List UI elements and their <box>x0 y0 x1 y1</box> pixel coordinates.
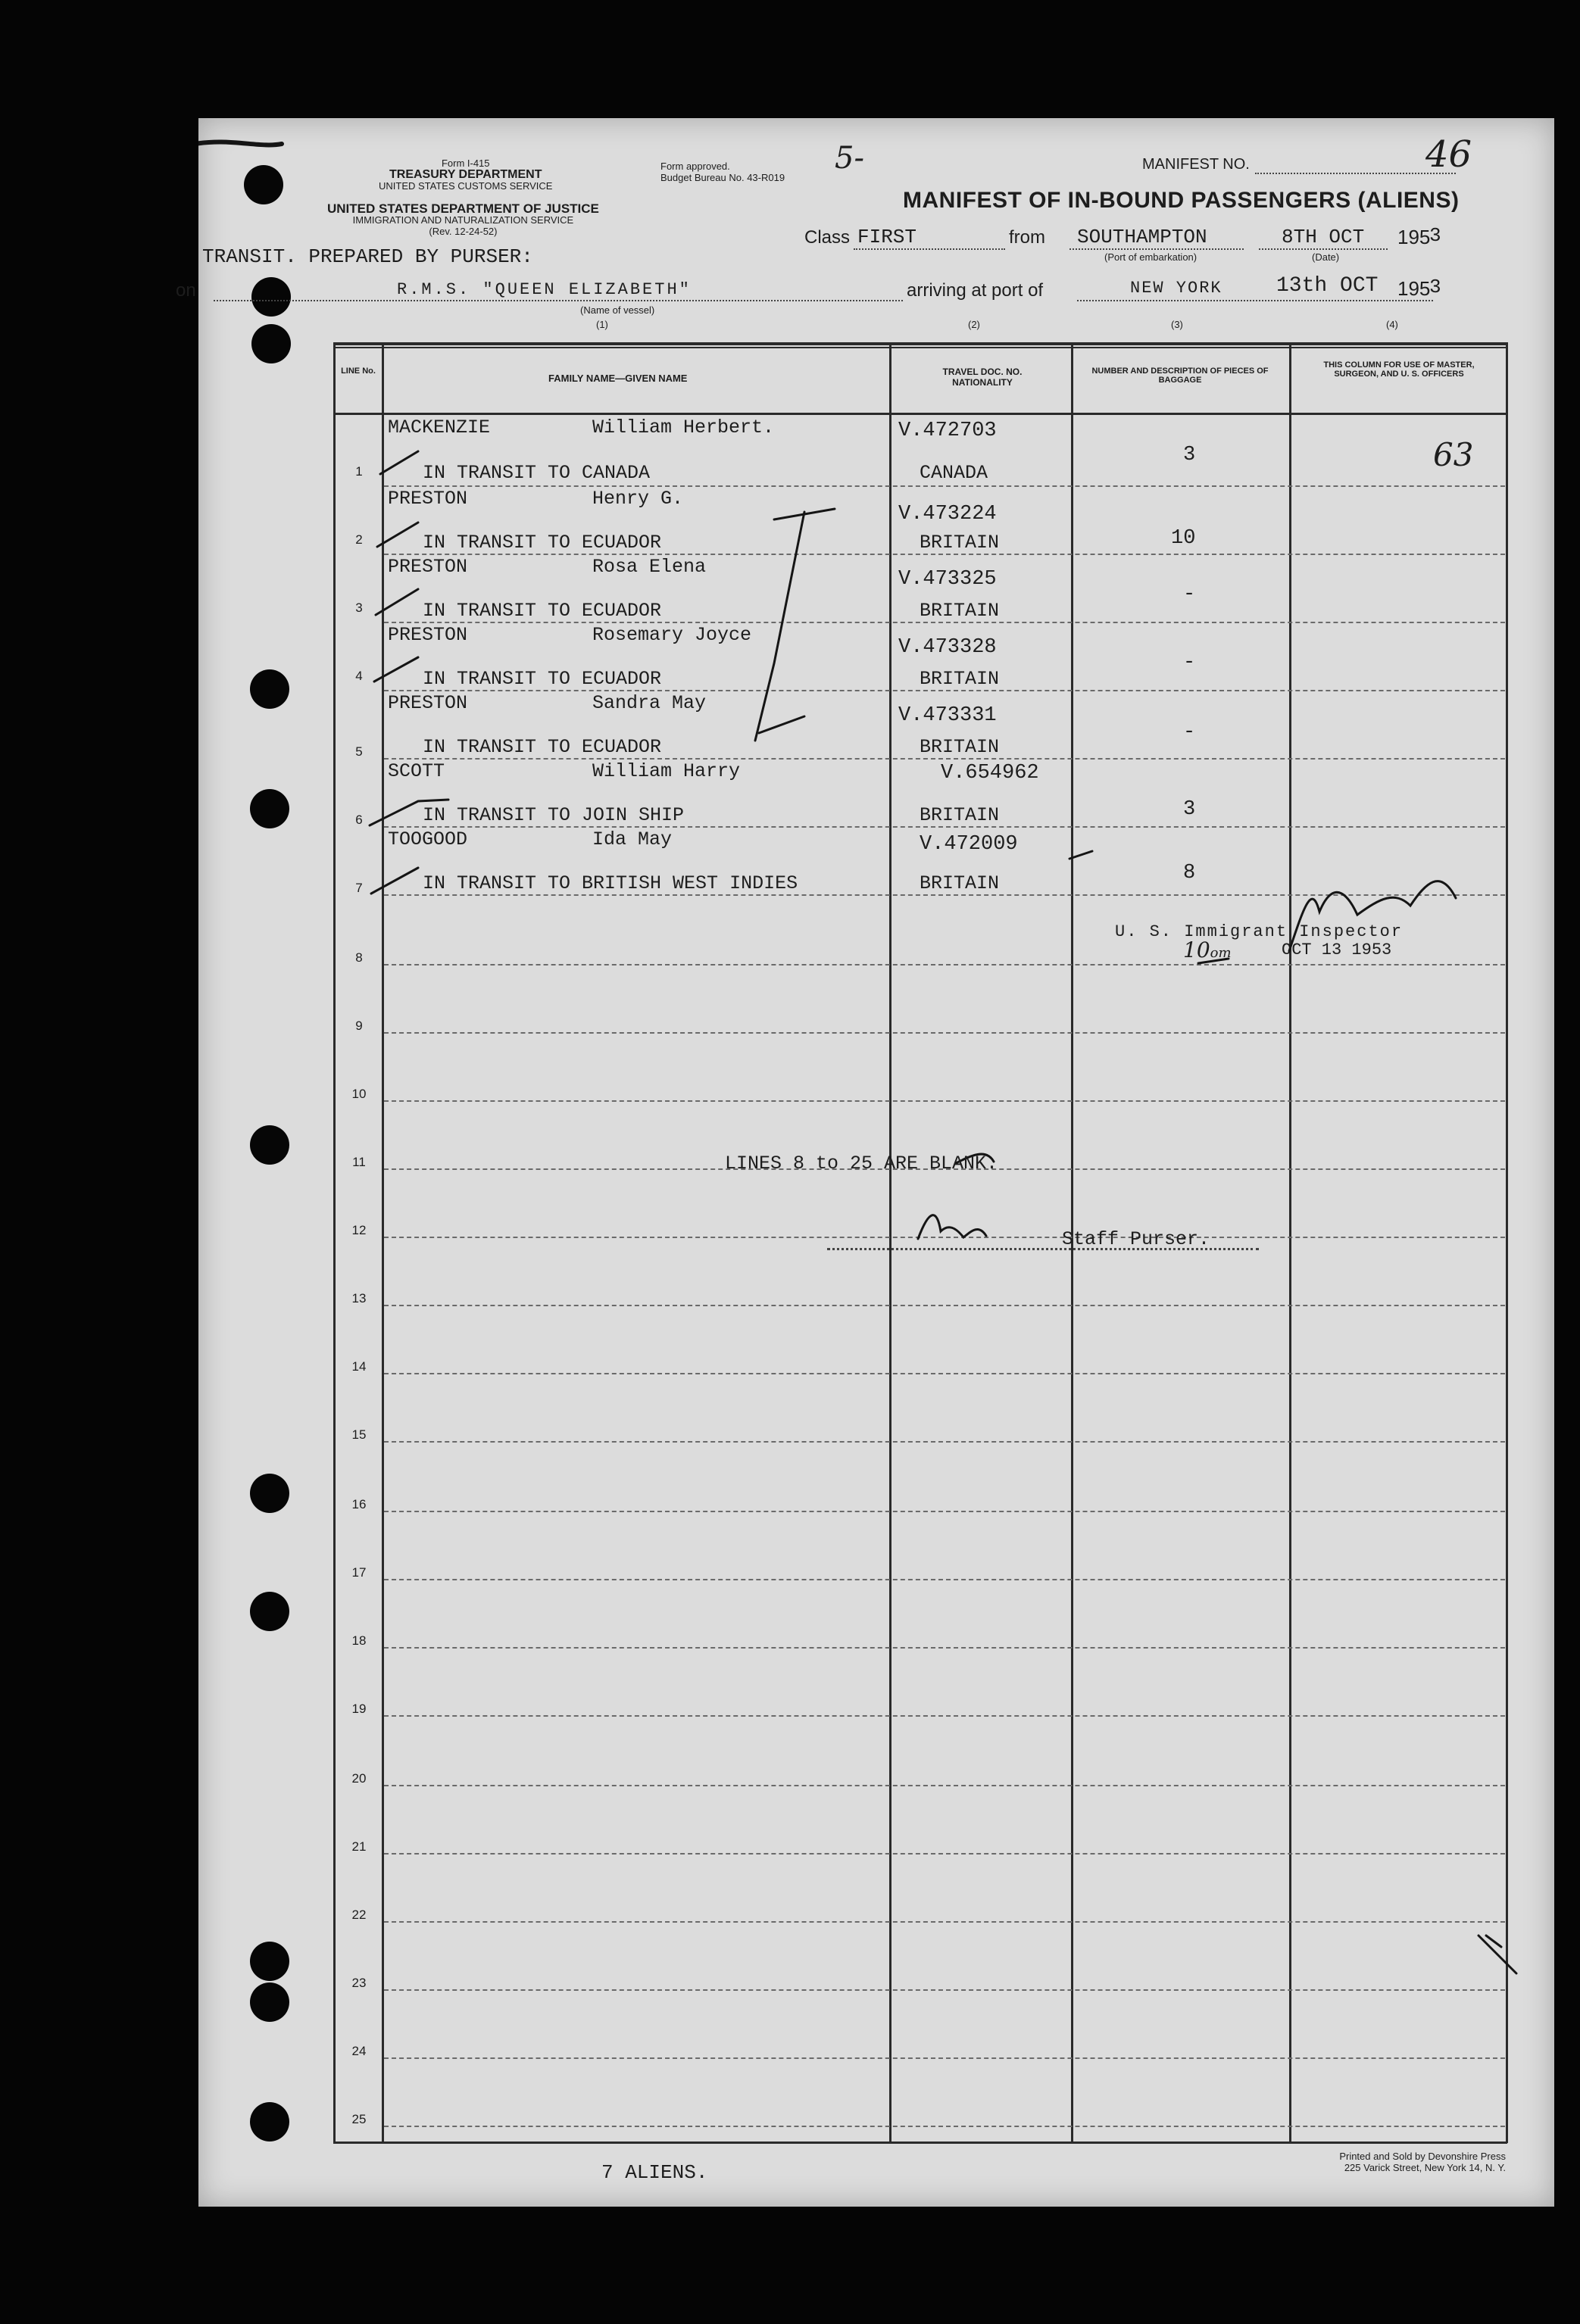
col-number-1: (1) <box>596 319 608 330</box>
customs-label: UNITED STATES CUSTOMS SERVICE <box>379 180 553 192</box>
year-prefix: 195 <box>1397 226 1431 248</box>
arrival-year-prefix: 195 <box>1397 277 1431 300</box>
revision-label: (Rev. 12-24-52) <box>429 226 498 237</box>
col-header-officers: THIS COLUMN FOR USE OF MASTER, SURGEON, AND U. S. OFFICERS <box>1323 360 1475 379</box>
manifest-no-value: 46 <box>1425 133 1472 176</box>
line-number: 11 <box>352 1155 366 1169</box>
baggage-count: 3 <box>1183 444 1196 466</box>
departure-date: 8TH OCT <box>1282 226 1365 248</box>
given-name: Henry G. <box>592 488 684 510</box>
approval-line: Form approved. <box>660 161 730 172</box>
blank-lines-note: LINES 8 to 25 ARE BLANK. <box>725 1153 998 1174</box>
given-name: Rosemary Joyce <box>592 624 752 646</box>
transit-destination: IN TRANSIT TO ECUADOR <box>423 736 662 758</box>
family-name: PRESTON <box>388 624 468 646</box>
class-value: FIRST <box>857 226 917 248</box>
col-header-name: FAMILY NAME—GIVEN NAME <box>548 373 688 384</box>
travel-doc: V.472703 <box>898 420 997 442</box>
family-name: SCOTT <box>388 760 445 782</box>
col-number-2: (2) <box>968 319 980 330</box>
printer-info <box>1248 2151 1506 2173</box>
from-label: from <box>1009 227 1045 248</box>
family-name: MACKENZIE <box>388 416 491 438</box>
given-name: William Herbert. <box>592 416 775 438</box>
line-number: 14 <box>351 1359 367 1374</box>
baggage-count: 10 <box>1171 527 1196 550</box>
line-number: 22 <box>351 1908 367 1922</box>
port-caption: (Port of embarkation) <box>1104 251 1197 263</box>
col-number-3: (3) <box>1171 319 1183 330</box>
line-number: 12 <box>351 1223 367 1237</box>
arriving-label: arriving at port of <box>907 280 1044 301</box>
line-number: 2 <box>355 532 363 547</box>
nationality: BRITAIN <box>920 532 1000 554</box>
travel-doc: V.472009 <box>920 833 1018 856</box>
on-label: on <box>176 280 196 301</box>
line-number: 18 <box>351 1633 367 1648</box>
line-number: 21 <box>351 1839 367 1854</box>
line-number: 19 <box>351 1702 367 1716</box>
line-number: 4 <box>355 669 363 683</box>
line-number: 16 <box>351 1497 367 1511</box>
travel-doc: V.473224 <box>898 503 997 526</box>
line-number: 17 <box>351 1565 367 1580</box>
col-header-doc: TRAVEL DOC. NO. NATIONALITY <box>942 367 1023 388</box>
transit-note: TRANSIT. PREPARED BY PURSER: <box>202 245 533 268</box>
handwritten-note: 10om <box>1183 937 1232 962</box>
transit-destination: IN TRANSIT TO CANADA <box>423 462 651 484</box>
travel-doc: V.473328 <box>898 636 997 659</box>
col-number-4: (4) <box>1386 319 1398 330</box>
family-name: TOOGOOD <box>388 828 468 850</box>
printer-address: 225 Varick Street, New York 14, N. Y. <box>1344 2162 1506 2173</box>
line-number: 15 <box>351 1427 367 1442</box>
line-number: 23 <box>351 1976 367 1990</box>
family-name: PRESTON <box>388 488 468 510</box>
travel-doc: V.473331 <box>898 704 997 727</box>
year-suffix: 3 <box>1429 224 1441 247</box>
line-number: 1 <box>355 464 363 479</box>
purser-title: Staff Purser. <box>1062 1228 1210 1250</box>
officer-mark: 63 <box>1433 436 1474 473</box>
nationality: BRITAIN <box>920 668 1000 690</box>
date-caption: (Date) <box>1312 251 1340 263</box>
transit-destination: IN TRANSIT TO JOIN SHIP <box>423 804 685 826</box>
line-number: 3 <box>355 600 363 615</box>
given-name: Sandra May <box>592 692 707 714</box>
manifest-sheet <box>176 118 1554 2207</box>
printer-name: Printed and Sold by Devonshire Press <box>1339 2151 1506 2162</box>
stamp-date: OCT 13 1953 <box>1282 941 1392 959</box>
class-label: Class <box>804 227 851 248</box>
baggage-count: - <box>1183 721 1196 744</box>
baggage-count: - <box>1183 651 1196 674</box>
family-name: PRESTON <box>388 692 468 714</box>
line-number: 13 <box>351 1291 367 1305</box>
nationality: BRITAIN <box>920 736 1000 758</box>
col-header-line: LINE No. <box>341 367 376 376</box>
nationality: BRITAIN <box>920 600 1000 622</box>
col-header-baggage: NUMBER AND DESCRIPTION OF PIECES OF BAGGAGE <box>1091 367 1269 385</box>
line-number: 25 <box>351 2112 367 2126</box>
given-name: Rosa Elena <box>592 556 707 578</box>
inspector-stamp: U. S. Immigrant Inspector <box>1115 922 1404 941</box>
treasury-label: TREASURY DEPARTMENT <box>389 168 542 181</box>
ins-label: IMMIGRATION AND NATURALIZATION SERVICE <box>352 214 574 226</box>
transit-destination: IN TRANSIT TO ECUADOR <box>423 668 662 690</box>
vessel-caption: (Name of vessel) <box>580 304 655 316</box>
transit-destination: IN TRANSIT TO ECUADOR <box>423 600 662 622</box>
line-number: 6 <box>355 813 363 827</box>
line-number: 20 <box>351 1771 367 1786</box>
given-name: Ida May <box>592 828 673 850</box>
arrival-date: 13th OCT <box>1276 274 1379 298</box>
aliens-count: 7 ALIENS. <box>601 2161 708 2184</box>
travel-doc: V.654962 <box>941 762 1039 785</box>
baggage-count: - <box>1183 583 1196 606</box>
arrival-year-suffix: 3 <box>1429 276 1441 298</box>
line-number: 8 <box>355 950 363 965</box>
nationality: CANADA <box>920 462 988 484</box>
handwritten-mark: 5- <box>835 141 864 176</box>
transit-destination: IN TRANSIT TO BRITISH WEST INDIES <box>423 872 798 894</box>
nationality: BRITAIN <box>920 872 1000 894</box>
justice-label: UNITED STATES DEPARTMENT OF JUSTICE <box>327 201 599 216</box>
line-number: 9 <box>355 1019 363 1033</box>
given-name: William Harry <box>592 760 741 782</box>
page-title: MANIFEST OF IN-BOUND PASSENGERS (ALIENS) <box>903 188 1460 213</box>
arrival-port: NEW YORK <box>1130 279 1222 298</box>
transit-destination: IN TRANSIT TO ECUADOR <box>423 532 662 554</box>
form-number: Form I-415 <box>441 158 490 169</box>
family-name: PRESTON <box>388 556 468 578</box>
baggage-count: 3 <box>1183 798 1196 821</box>
travel-doc: V.473325 <box>898 568 997 591</box>
line-number: 7 <box>355 881 363 895</box>
budget-line: Budget Bureau No. 43-R019 <box>660 172 785 183</box>
manifest-no-label: MANIFEST NO. <box>1142 156 1250 173</box>
baggage-count: 8 <box>1183 862 1196 884</box>
line-number: 10 <box>351 1087 367 1101</box>
line-number: 5 <box>355 744 363 759</box>
nationality: BRITAIN <box>920 804 1000 826</box>
line-number: 24 <box>351 2044 367 2058</box>
port-embarkation: SOUTHAMPTON <box>1077 226 1207 248</box>
vessel-name: R.M.S. "QUEEN ELIZABETH" <box>397 280 692 299</box>
